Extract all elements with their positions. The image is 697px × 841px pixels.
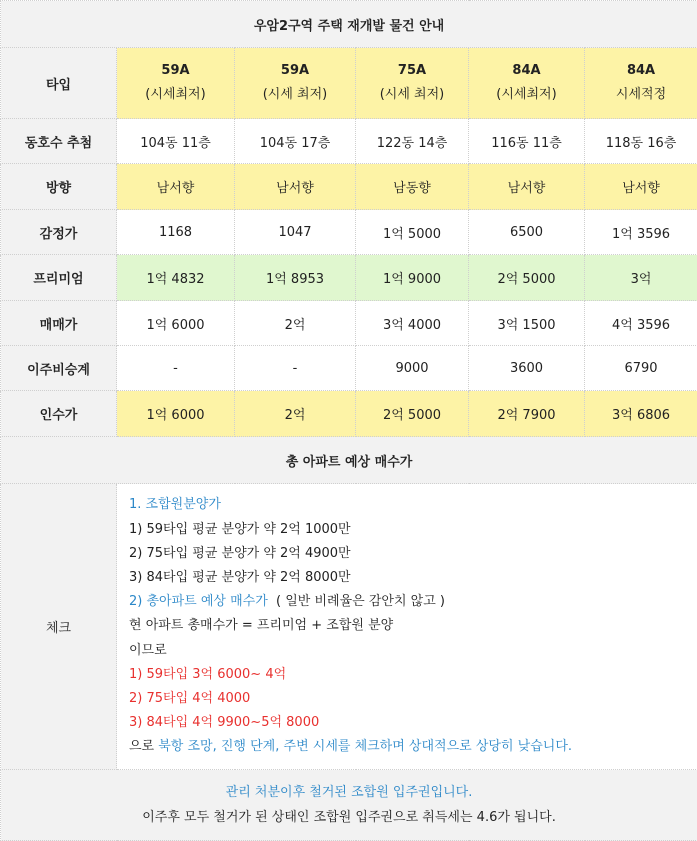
row-label-premium: 프리미엄 — [1, 255, 117, 301]
sale-cell: 3억 4000 — [356, 301, 469, 346]
appraisal-cell: 1억 3596 — [585, 210, 697, 255]
direction-cell: 남서향 — [469, 164, 585, 210]
appraisal-cell: 6500 — [469, 210, 585, 255]
type-note: (시세최저) — [469, 83, 584, 107]
check-conclusion-text: 북항 조망, 진행 단계, 주변 시세를 체크하며 상대적으로 상당히 낮습니다. — [158, 739, 572, 754]
check-heading-2-note: ( 일반 비례율은 감안치 않고 ) — [268, 594, 445, 609]
type-name: 84A — [469, 59, 584, 83]
check-line: 2) 75타입 평균 분양가 약 2억 4900만 — [129, 542, 685, 566]
type-cell — [585, 48, 697, 119]
appraisal-cell: 1168 — [117, 210, 235, 255]
unit-cell: 122동 14층 — [356, 119, 469, 164]
check-therefore: 이므로 — [129, 639, 685, 663]
row-label-appraisal: 감정가 — [1, 210, 117, 255]
sale-cell: 4억 3596 — [585, 301, 697, 346]
direction-cell: 남서향 — [117, 164, 235, 210]
sale-cell: 2억 — [235, 301, 356, 346]
sale-cell: 3억 1500 — [469, 301, 585, 346]
row-label-sale: 매매가 — [1, 301, 117, 346]
premium-cell: 1억 8953 — [235, 255, 356, 301]
acquisition-cell: 2억 7900 — [469, 391, 585, 437]
type-name: 75A — [356, 59, 468, 83]
appraisal-cell: 1047 — [235, 210, 356, 255]
type-cell — [356, 48, 469, 119]
relocation-cell: 3600 — [469, 346, 585, 391]
type-cell — [117, 48, 235, 119]
row-label-unit: 동호수 추첨 — [1, 119, 117, 164]
premium-cell: 1억 4832 — [117, 255, 235, 301]
type-note: 시세적정 — [585, 83, 697, 107]
row-label-relocation: 이주비승계 — [1, 346, 117, 391]
unit-cell: 118동 16층 — [585, 119, 697, 164]
direction-cell: 남서향 — [585, 164, 697, 210]
row-label-acquisition: 인수가 — [1, 391, 117, 437]
acquisition-cell: 3억 6806 — [585, 391, 697, 437]
type-name: 84A — [585, 59, 697, 83]
relocation-cell: 6790 — [585, 346, 697, 391]
check-conclusion-prefix: 으로 — [129, 739, 158, 754]
footer-line-1: 관리 처분이후 철거된 조합원 입주권입니다. — [1, 780, 697, 805]
check-formula: 현 아파트 총매수가 = 프리미엄 + 조합원 분양 — [129, 614, 685, 638]
check-heading-2-line — [129, 590, 685, 614]
acquisition-cell: 1억 6000 — [117, 391, 235, 437]
premium-cell: 1억 9000 — [356, 255, 469, 301]
footer-line-2: 이주후 모두 철거가 된 상태인 조합원 입주권으로 취득세는 4.6가 됩니다. — [1, 805, 697, 830]
check-line: 1) 59타입 평균 분양가 약 2억 1000만 — [129, 518, 685, 542]
section-subtitle: 총 아파트 예상 매수가 — [1, 437, 697, 484]
row-label-type: 타입 — [1, 48, 117, 119]
type-cell — [235, 48, 356, 119]
check-result: 3) 84타입 4억 9900~5억 8000 — [129, 711, 685, 735]
type-cell — [469, 48, 585, 119]
check-result: 1) 59타입 3억 6000~ 4억 — [129, 663, 685, 687]
type-note: (시세 최저) — [235, 83, 355, 107]
appraisal-cell: 1억 5000 — [356, 210, 469, 255]
check-heading-1: 1. 조합원분양가 — [129, 493, 685, 517]
page-title: 우암2구역 주택 재개발 물건 안내 — [1, 1, 697, 48]
premium-cell: 3억 — [585, 255, 697, 301]
relocation-cell: - — [235, 346, 356, 391]
type-name: 59A — [235, 59, 355, 83]
type-name: 59A — [117, 59, 234, 83]
direction-cell: 남동향 — [356, 164, 469, 210]
check-content — [117, 484, 697, 770]
acquisition-cell: 2억 — [235, 391, 356, 437]
check-label: 체크 — [1, 484, 117, 770]
check-line: 3) 84타입 평균 분양가 약 2억 8000만 — [129, 566, 685, 590]
row-label-direction: 방향 — [1, 164, 117, 210]
relocation-cell: 9000 — [356, 346, 469, 391]
premium-cell: 2억 5000 — [469, 255, 585, 301]
check-result: 2) 75타입 4억 4000 — [129, 687, 685, 711]
acquisition-cell: 2억 5000 — [356, 391, 469, 437]
check-conclusion — [129, 735, 685, 759]
check-heading-2: 2) 총아파트 예상 매수가 — [129, 594, 268, 609]
relocation-cell: - — [117, 346, 235, 391]
unit-cell: 104동 11층 — [117, 119, 235, 164]
direction-cell: 남서향 — [235, 164, 356, 210]
footer-note — [1, 770, 697, 841]
type-note: (시세 최저) — [356, 83, 468, 107]
sale-cell: 1억 6000 — [117, 301, 235, 346]
unit-cell: 104동 17층 — [235, 119, 356, 164]
type-note: (시세최저) — [117, 83, 234, 107]
unit-cell: 116동 11층 — [469, 119, 585, 164]
